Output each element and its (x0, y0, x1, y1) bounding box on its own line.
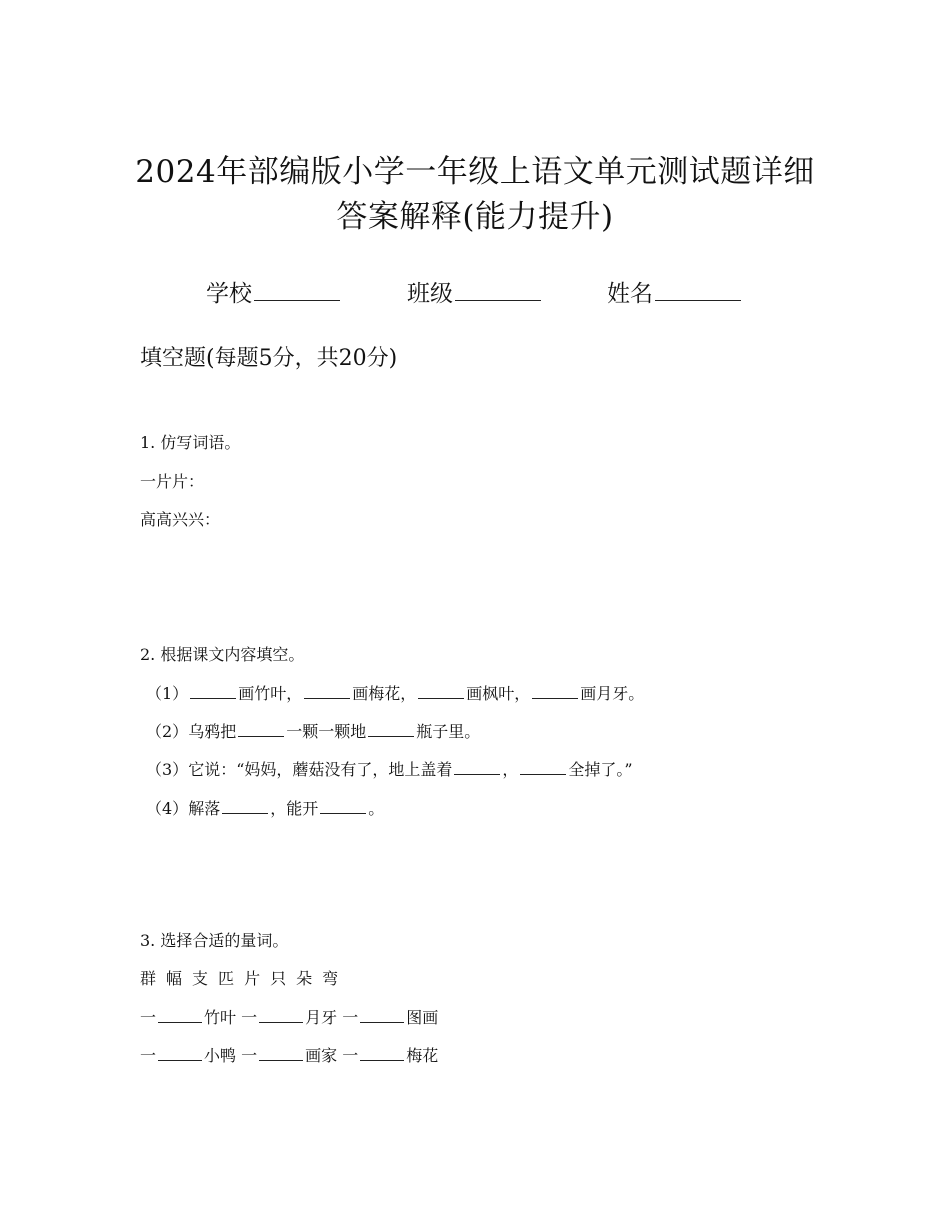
fill-blank (238, 719, 284, 737)
class-field (407, 276, 541, 310)
q1-prompt: 1. 仿写词语。 (140, 433, 241, 452)
q2-item-1-text-a: 画竹叶， (238, 684, 303, 703)
fill-blank (520, 757, 566, 775)
q3-row-1-a: 竹叶 (204, 1008, 237, 1027)
measure-word: 群 (140, 969, 157, 988)
q2-prompt: 2. 根据课文内容填空。 (140, 645, 305, 664)
q2-item-2-text-b: 一颗一颗地 (286, 722, 367, 741)
q3-row-2 (140, 1043, 438, 1068)
q2-item-3-text-b: ， (502, 760, 519, 779)
q3-prefix: 一 (140, 1008, 157, 1027)
q2-item-2-num: （2） (146, 722, 189, 741)
q2-item-3-num: （3） (146, 760, 189, 779)
q1-line-2: 高高兴兴： (140, 510, 221, 529)
q2-item-4-text-b: ，能开 (270, 799, 319, 818)
document-title-line-2: 答案解释(能力提升) (336, 199, 614, 235)
measure-word: 幅 (166, 969, 183, 988)
school-blank (254, 276, 340, 301)
school-field (206, 276, 340, 310)
fill-blank (368, 719, 414, 737)
class-blank (455, 276, 541, 301)
name-field (607, 276, 741, 310)
q3-row-2-b: 画家 (305, 1046, 338, 1065)
q2-item-4-num: （4） (146, 799, 189, 818)
q2-item-2-text-a: 乌鸦把 (188, 722, 237, 741)
fill-blank (454, 757, 500, 775)
name-blank (655, 276, 741, 301)
q2-item-4-text-c: 。 (368, 799, 385, 818)
fill-blank (222, 796, 268, 814)
measure-word: 朵 (296, 969, 313, 988)
measure-word: 只 (270, 969, 287, 988)
measure-word-bank (140, 967, 348, 991)
fill-blank (320, 796, 366, 814)
measure-word: 片 (244, 969, 261, 988)
measure-word: 匹 (218, 969, 235, 988)
school-label: 学校 (206, 281, 252, 307)
section-heading: 填空题(每题5分，共20分) (140, 346, 398, 371)
q3-prefix: 一 (241, 1008, 258, 1027)
q2-item-3-text-c: 全掉了。” (568, 760, 633, 779)
q2-item-4-text-a: 解落 (188, 799, 221, 818)
q3-row-2-a: 小鸭 (204, 1046, 237, 1065)
fill-blank (259, 1043, 303, 1061)
fill-blank (532, 681, 578, 699)
q3-row-1-c: 图画 (406, 1008, 439, 1027)
q2-item-1 (146, 681, 644, 706)
fill-blank (158, 1043, 202, 1061)
q2-item-1-num: （1） (146, 684, 189, 703)
fill-blank (360, 1043, 404, 1061)
q3-prefix: 一 (342, 1008, 359, 1027)
fill-blank (190, 681, 236, 699)
q2-item-3-text-a: 它说：“妈妈，蘑菇没有了，地上盖着 (188, 760, 453, 779)
class-label: 班级 (407, 281, 453, 307)
fill-blank (418, 681, 464, 699)
q2-item-1-text-d: 画月牙。 (580, 684, 645, 703)
measure-word: 弯 (322, 969, 339, 988)
document-title-line-1: 2024年部编版小学一年级上语文单元测试题详细 (135, 154, 815, 190)
q3-prefix: 一 (140, 1046, 157, 1065)
q3-row-1 (140, 1005, 438, 1030)
measure-word: 支 (192, 969, 209, 988)
fill-blank (304, 681, 350, 699)
q2-item-2-text-c: 瓶子里。 (416, 722, 481, 741)
q3-prefix: 一 (342, 1046, 359, 1065)
q2-item-2 (146, 719, 480, 744)
q3-row-1-b: 月牙 (305, 1008, 338, 1027)
name-label: 姓名 (607, 281, 653, 307)
q2-item-3 (146, 757, 633, 782)
fill-blank (259, 1005, 303, 1023)
q3-row-2-c: 梅花 (406, 1046, 439, 1065)
fill-blank (360, 1005, 404, 1023)
q2-item-1-text-c: 画枫叶， (466, 684, 531, 703)
fill-blank (158, 1005, 202, 1023)
q3-prefix: 一 (241, 1046, 258, 1065)
q2-item-1-text-b: 画梅花， (352, 684, 417, 703)
q2-item-4 (146, 796, 384, 821)
q3-prompt: 3. 选择合适的量词。 (140, 931, 289, 950)
q1-line-1: 一片片： (140, 472, 205, 491)
